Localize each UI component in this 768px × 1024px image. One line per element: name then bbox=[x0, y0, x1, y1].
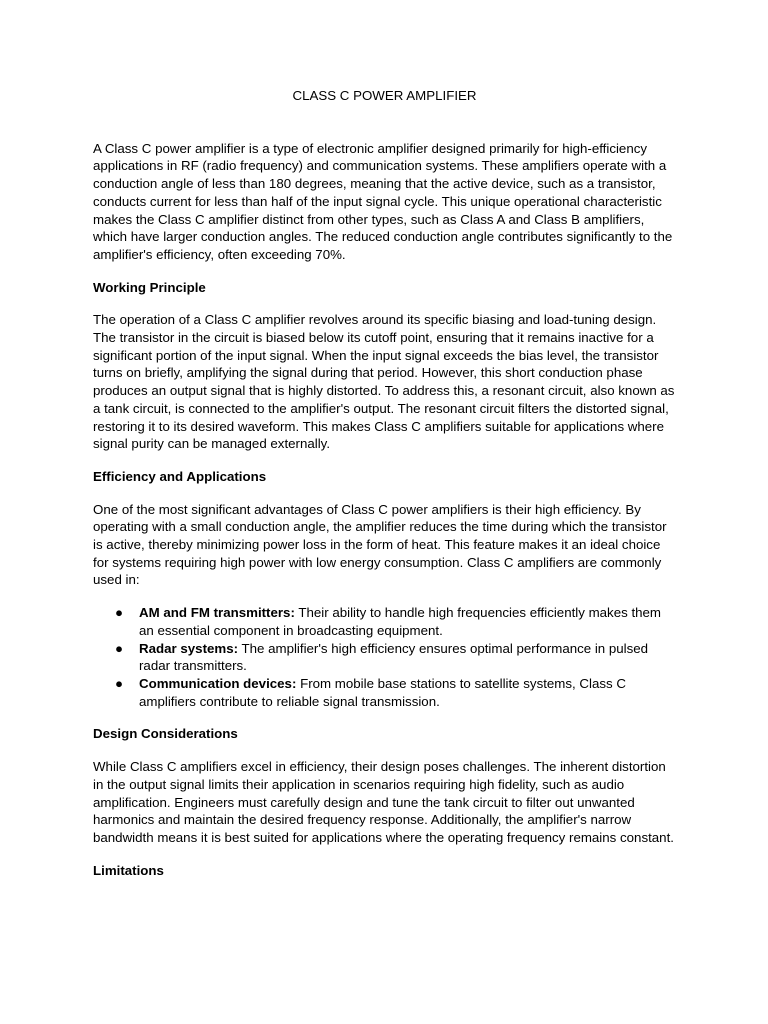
bullet-icon: ● bbox=[115, 640, 124, 656]
bullet-icon: ● bbox=[115, 605, 124, 621]
bullet-icon: ● bbox=[115, 675, 124, 691]
list-item bbox=[93, 604, 676, 639]
intro-paragraph: A Class C power amplifier is a type of electronic amplifier designed primarily for high-efficiency applications in RF (radio frequency) and communication systems. These amplifiers operate with a conduction angle of less than 180 degrees, meaning that the active device, such as a transistor, conducts current for less than half of the input signal cycle. This unique operational characteristic makes the Class C amplifier distinct from other types, such as Class A and Class B amplifiers, which have larger conduction angles. The reduced conduction angle contributes significantly to the amplifier's efficiency, often exceeding 70%. bbox=[93, 140, 673, 262]
working-principle-paragraph: The operation of a Class C amplifier revolves around its specific biasing and load-tuning design. The transistor in the circuit is biased below its cutoff point, ensuring that it remains inactive for a significant portion of the input signal. When the input signal exceeds the bias level, the transistor turns on briefly, amplifying the signal during that period. However, this short conduction phase produces an output signal that is highly distorted. To address this, a resonant circuit, also known as a tank circuit, is connected to the amplifier's output. The resonant circuit filters the distorted signal, restoring it to its desired waveform. This makes Class C amplifiers suitable for applications where signal purity can be managed externally. bbox=[93, 312, 675, 452]
bullet-text: The amplifier's high efficiency ensures optimal performance in pulsed radar transmitters. bbox=[139, 640, 649, 674]
section-heading-working-principle: Working Principle bbox=[93, 279, 206, 295]
applications-bullet-list bbox=[93, 604, 676, 710]
bullet-term: Communication devices: bbox=[139, 675, 297, 691]
section-heading-limitations: Limitations bbox=[93, 862, 164, 878]
list-item bbox=[93, 640, 676, 675]
bullet-term: AM and FM transmitters: bbox=[139, 605, 295, 621]
list-item bbox=[93, 675, 676, 710]
efficiency-applications-paragraph: One of the most significant advantages of Class C power amplifiers is their high efficiency. By operating with a small conduction angle, the amplifier reduces the time during which the transistor is active, thereby minimizing power loss in the form of heat. This feature makes it an ideal choice for systems requiring high power with low energy consumption. Class C amplifiers are commonly used in: bbox=[93, 501, 667, 588]
bullet-text: From mobile base stations to satellite systems, Class C amplifiers contribute to reliable signal transmission. bbox=[139, 675, 626, 709]
section-heading-design-considerations: Design Considerations bbox=[93, 726, 238, 742]
bullet-text: Their ability to handle high frequencies efficiently makes them an essential component in broadcasting equipment. bbox=[139, 605, 662, 638]
document-title: CLASS C POWER AMPLIFIER bbox=[292, 88, 477, 103]
design-considerations-paragraph: While Class C amplifiers excel in efficiency, their design poses challenges. The inherent distortion in the output signal limits their application in scenarios requiring high fidelity, such as audio amplification. Engineers must carefully design and tune the tank circuit to filter out unwanted harmonics and maintain the desired frequency response. Additionally, the amplifier's narrow bandwidth means it is best suited for applications where the operating frequency remains constant. bbox=[93, 759, 674, 845]
bullet-term: Radar systems: bbox=[139, 640, 239, 656]
section-heading-efficiency-applications: Efficiency and Applications bbox=[93, 468, 267, 484]
